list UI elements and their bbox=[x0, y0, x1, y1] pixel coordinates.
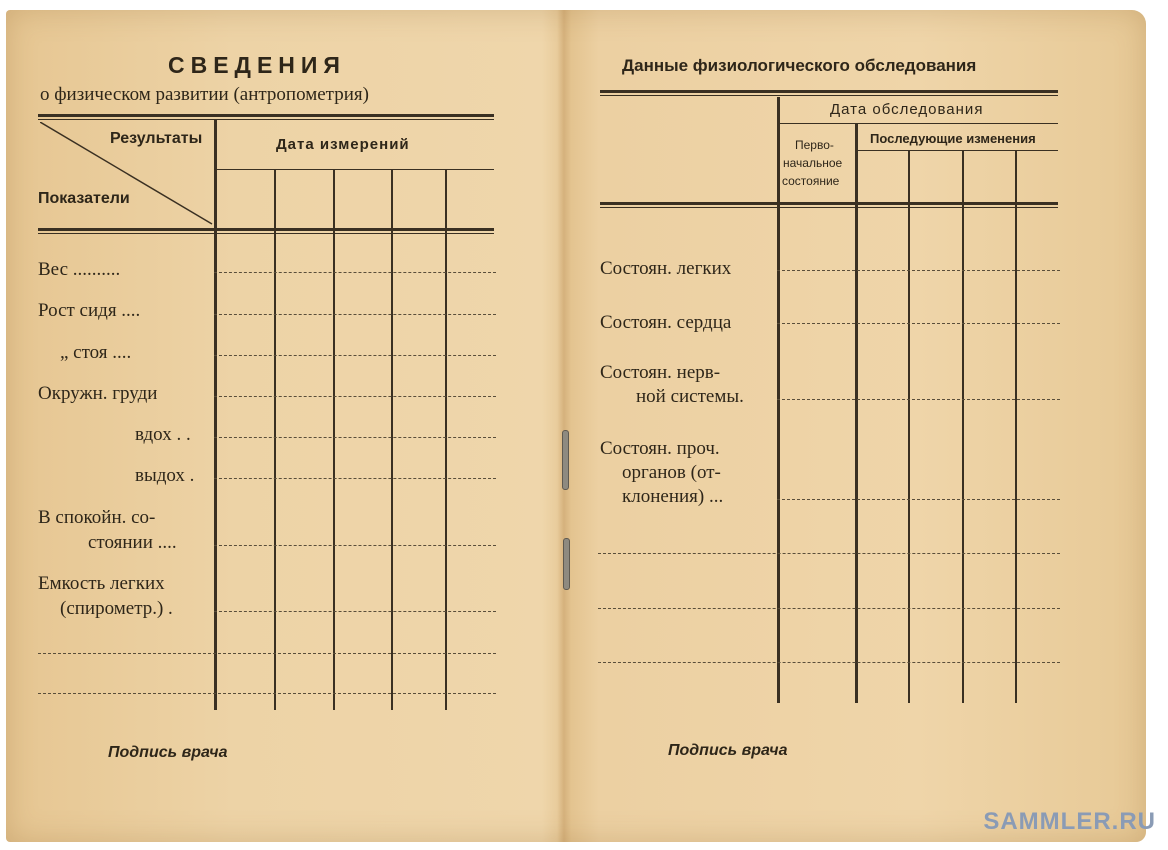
left-col-divider-2 bbox=[333, 170, 335, 710]
right-header-rule-top bbox=[600, 90, 1058, 93]
right-dates-subrule bbox=[780, 123, 1058, 124]
right-col-divider-initial bbox=[855, 124, 858, 703]
left-col-divider-1 bbox=[274, 170, 276, 710]
row-other-1: Состоян. проч. bbox=[600, 438, 720, 459]
right-col-divider-3 bbox=[1015, 151, 1017, 703]
left-row-line bbox=[214, 314, 496, 315]
right-row-line-blank bbox=[598, 553, 1060, 554]
left-header-rule-top bbox=[38, 114, 494, 117]
left-row-line bbox=[214, 437, 496, 438]
row-nervous-2: ной системы. bbox=[636, 386, 744, 407]
left-row-line bbox=[214, 545, 496, 546]
staple-bottom bbox=[563, 538, 570, 590]
header-exam-date: Дата обследования bbox=[830, 101, 984, 118]
right-header-rule-bottom-thin bbox=[600, 207, 1058, 208]
left-dates-subrule bbox=[216, 169, 494, 170]
left-header-rule-top-thin bbox=[38, 119, 494, 120]
left-col-divider-main bbox=[214, 120, 217, 710]
header-initial-2: начальное bbox=[783, 156, 843, 170]
watermark: SAMMLER.RU bbox=[983, 808, 1156, 835]
left-col-divider-3 bbox=[391, 170, 393, 710]
row-lung-capacity-1: Емкость легких bbox=[38, 573, 165, 594]
row-height-standing: „ стоя .... bbox=[60, 342, 132, 363]
header-dates-label: Дата измерений bbox=[276, 136, 410, 153]
right-col-divider-main bbox=[777, 97, 780, 703]
row-lungs: Состоян. легких bbox=[600, 258, 732, 279]
left-row-line-blank bbox=[38, 693, 496, 694]
right-doctor-signature: Подпись врача bbox=[668, 742, 788, 759]
left-doctor-signature: Подпись врача bbox=[108, 744, 228, 761]
header-indicators-label: Показатели bbox=[38, 190, 130, 207]
left-row-line bbox=[214, 478, 496, 479]
right-row-line bbox=[777, 323, 1060, 324]
row-exhale: выдох . bbox=[135, 465, 195, 486]
left-row-line bbox=[214, 355, 496, 356]
right-row-line-blank bbox=[598, 608, 1060, 609]
left-header-rule-bottom bbox=[38, 228, 494, 231]
left-row-line bbox=[214, 611, 496, 612]
left-page-title: СВЕДЕНИЯ bbox=[168, 52, 346, 78]
row-inhale: вдох . . bbox=[135, 424, 191, 445]
right-col-divider-1 bbox=[908, 151, 910, 703]
right-page-title: Данные физиологического обследования bbox=[622, 56, 977, 75]
row-weight: Вес .......... bbox=[38, 259, 121, 280]
left-row-line bbox=[214, 272, 496, 273]
row-chest-circumference: Окружн. груди bbox=[38, 383, 158, 404]
header-subsequent: Последующие изменения bbox=[870, 131, 1036, 146]
left-page-subtitle: о физическом развитии (антропометрия) bbox=[40, 84, 369, 105]
right-header-rule-bottom bbox=[600, 202, 1058, 205]
right-row-line bbox=[777, 499, 1060, 500]
row-heart: Состоян. сердца bbox=[600, 312, 732, 333]
left-row-line bbox=[214, 396, 496, 397]
right-row-line-blank bbox=[598, 662, 1060, 663]
header-initial-1: Перво- bbox=[795, 138, 834, 152]
row-other-2: органов (от- bbox=[622, 462, 721, 483]
left-col-divider-4 bbox=[445, 170, 447, 710]
staple-top bbox=[562, 430, 569, 490]
right-subsequent-subrule bbox=[858, 150, 1058, 151]
left-header-rule-bottom-thin bbox=[38, 233, 494, 234]
right-header-rule-top-thin bbox=[600, 95, 1058, 96]
header-initial-3: состояние bbox=[782, 174, 840, 188]
row-nervous-1: Состоян. нерв- bbox=[600, 362, 721, 383]
row-at-rest-2: стоянии .... bbox=[88, 532, 177, 553]
row-other-3: клонения) ... bbox=[622, 486, 724, 507]
left-row-line-blank bbox=[38, 653, 496, 654]
right-row-line bbox=[777, 270, 1060, 271]
row-at-rest-1: В спокойн. со- bbox=[38, 507, 156, 528]
booklet-fold bbox=[557, 10, 571, 842]
header-results-label: Результаты bbox=[110, 130, 203, 147]
right-col-divider-2 bbox=[962, 151, 964, 703]
row-height-sitting: Рост сидя .... bbox=[38, 300, 141, 321]
right-row-line bbox=[777, 399, 1060, 400]
row-lung-capacity-2: (спирометр.) . bbox=[60, 598, 173, 619]
